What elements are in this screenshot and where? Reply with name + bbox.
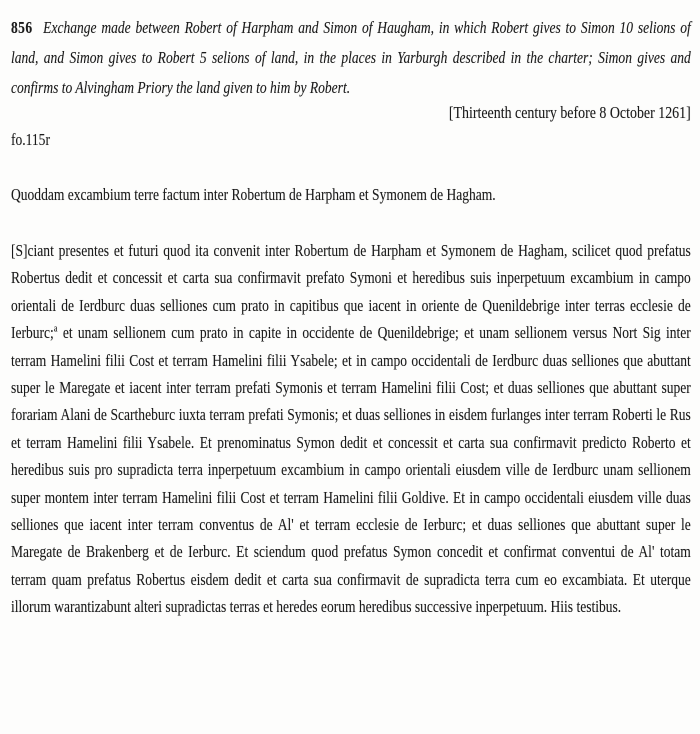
page-content (11, 13, 691, 621)
charter-text-before-footnote: [S]ciant presentes et futuri quod ita convenit inter Robertum de Harpham et Symonem de Hagham, scilicet quod prefatus Robertus dedit et concessit et carta sua confirmavit prefato Symoni et heredibus suis inperpetuum excambium in campo orientali de Ierdburc duas selliones cum prato in capitibus que iacent in oriente de Quenildebrige inter terras ecclesie de Ierburc; (11, 241, 691, 343)
footnote-marker-a: a (53, 323, 58, 335)
rubric-heading: Quoddam excambium terre factum inter Robertum de Harpham et Symonem de Hagham. (11, 185, 496, 204)
date-line: [Thirteenth century before 8 October 1261] (448, 103, 691, 122)
charter-text-after-footnote: et unam sellionem cum prato in capite in occidente de Quenildebrige; et unam sellionem versus Nort Sig inter terram Hamelini filii Cost et terram Hamelini filii Ysabele; et in campo occidentali de Ierdburc duas selliones que abuttant super le Maregate et iacent inter terram prefati Symonis et terram Hamelini filii Cost; et duas selliones que abuttant super forariam Alani de Scartheburc iuxta terram prefati Symonis; et duas selliones in eisdem furlanges inter terram Roberti le Rus et terram Hamelini filii Ysabele. Et prenominatus Symon dedit et concessit et carta sua confirmavit predicto Roberto et heredibus suis pro supradicta terra inperpetuum excambium in campo orientali eiusdem ville de Ierdburc unam sellionem super montem inter terram Hamelini filii Cost et terram Hamelini filii Goldive. Et in campo occidentali eiusdem ville duas selliones que iacent inter terram conventus de Al' et terram ecclesie de Ierburc; et duas selliones que abuttant super le Maregate de Brakenberg et de Ierburc. Et sciendum quod prefatus Symon concedit et confirmat conventui de Al' totam terram quam prefatus Robertus eisdem dedit et carta sua confirmavit de supradicta terra cum eo excambiata. Et uterque illorum warantizabunt alteri supradictas terras et heredes eorum heredibus successive inperpetuum. Hiis testibus. (11, 323, 691, 617)
entry-number: 856 (11, 18, 33, 37)
entry-headnote (11, 13, 691, 103)
entry-summary: Exchange made between Robert of Harpham and Simon of Haugham, in which Robert gives to Simon 10 selions of land, and Simon gives to Robert 5 selions of land, in the places in Yarburgh described in the charter; Simon gives and confirms to Alvingham Priory the land given to him by Robert. (11, 18, 691, 97)
folio-reference: fo.115r (11, 130, 50, 149)
charter-text (11, 237, 691, 621)
